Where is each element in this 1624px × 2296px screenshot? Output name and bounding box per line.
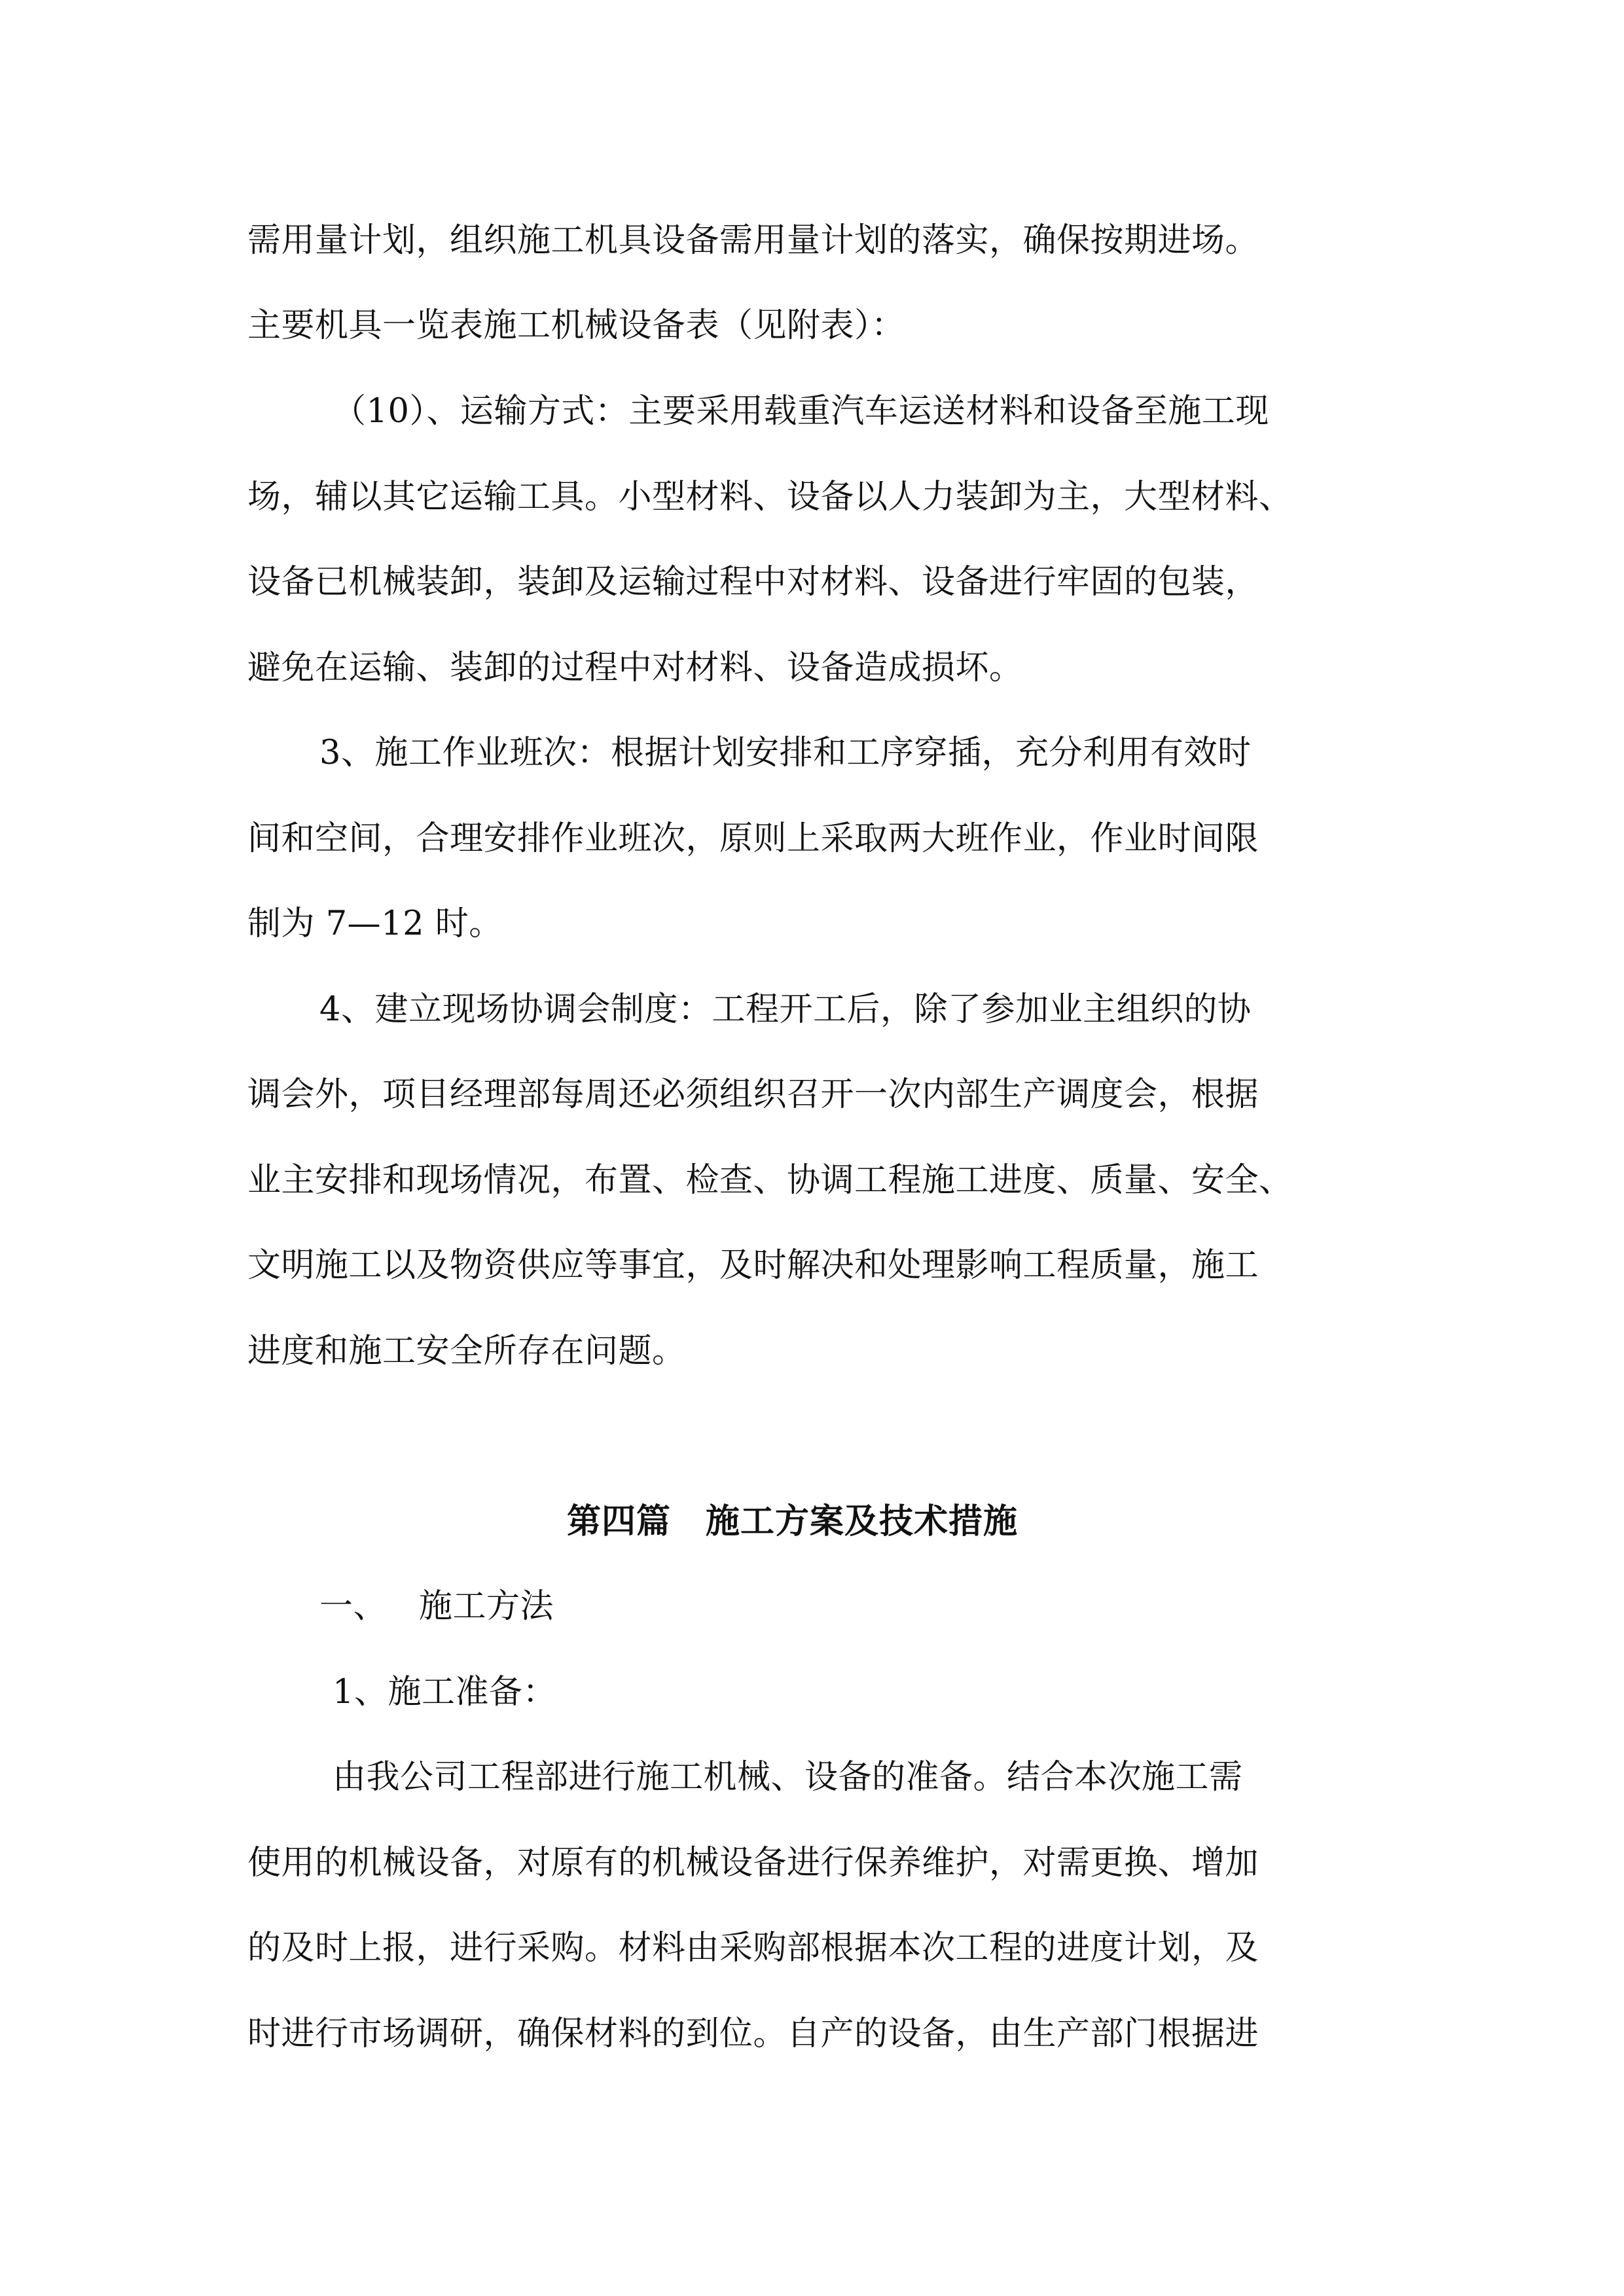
paragraph-5-line-2: 使用的机械设备，对原有的机械设备进行保养维护，对需更换、增加 [247, 1844, 1259, 1882]
paragraph-4-line-5: 进度和施工安全所存在问题。 [247, 1332, 686, 1371]
paragraph-2-line-2: 场，辅以其它运输工具。小型材料、设备以人力装卸为主，大型材料、 [247, 478, 1293, 516]
paragraph-1-line-2: 主要机具一览表施工机械设备表（见附表）： [247, 306, 905, 345]
paragraph-3-line-3: 制为 7—12 时。 [247, 905, 503, 943]
paragraph-4-line-2: 调会外，项目经理部每周还必须组织召开一次内部生产调度会，根据 [247, 1075, 1259, 1114]
paragraph-4-line-1: 4、建立现场协调会制度：工程开工后，除了参加业主组织的协 [319, 990, 1252, 1029]
paragraph-2-line-4: 避免在运输、装卸的过程中对材料、设备造成损坏。 [247, 649, 1023, 687]
paragraph-2-line-1: （10）、运输方式：主要采用载重汽车运送材料和设备至施工现 [333, 392, 1269, 431]
paragraph-1-line-1: 需用量计划，组织施工机具设备需用量计划的落实，确保按期进场。 [247, 221, 1259, 260]
paragraph-5-line-3: 的及时上报，进行采购。材料由采购部根据本次工程的进度计划，及 [247, 1929, 1259, 1967]
subsection-1-title: 1、施工准备： [333, 1673, 556, 1712]
paragraph-5-line-1: 由我公司工程部进行施工机械、设备的准备。结合本次施工需 [333, 1758, 1243, 1797]
section-1-title: 施工方法 [419, 1587, 554, 1626]
paragraph-2-line-3: 设备已机械装卸，装卸及运输过程中对材料、设备进行牢固的包装， [247, 563, 1259, 601]
paragraph-3-line-2: 间和空间，合理安排作业班次，原则上采取两大班作业，作业时间限 [247, 819, 1259, 858]
paragraph-5-line-4: 时进行市场调研，确保材料的到位。自产的设备，由生产部门根据进 [247, 2015, 1259, 2053]
paragraph-4-line-3: 业主安排和现场情况，布置、检查、协调工程施工进度、质量、安全、 [247, 1161, 1293, 1200]
paragraph-3-line-1: 3、施工作业班次：根据计划安排和工序穿插，充分利用有效时 [319, 734, 1252, 772]
chapter-title: 第四篇 施工方案及技术措施 [567, 1501, 1019, 1541]
paragraph-4-line-4: 文明施工以及物资供应等事宜，及时解决和处理影响工程质量，施工 [247, 1246, 1259, 1285]
section-1-number: 一、 [319, 1587, 388, 1626]
